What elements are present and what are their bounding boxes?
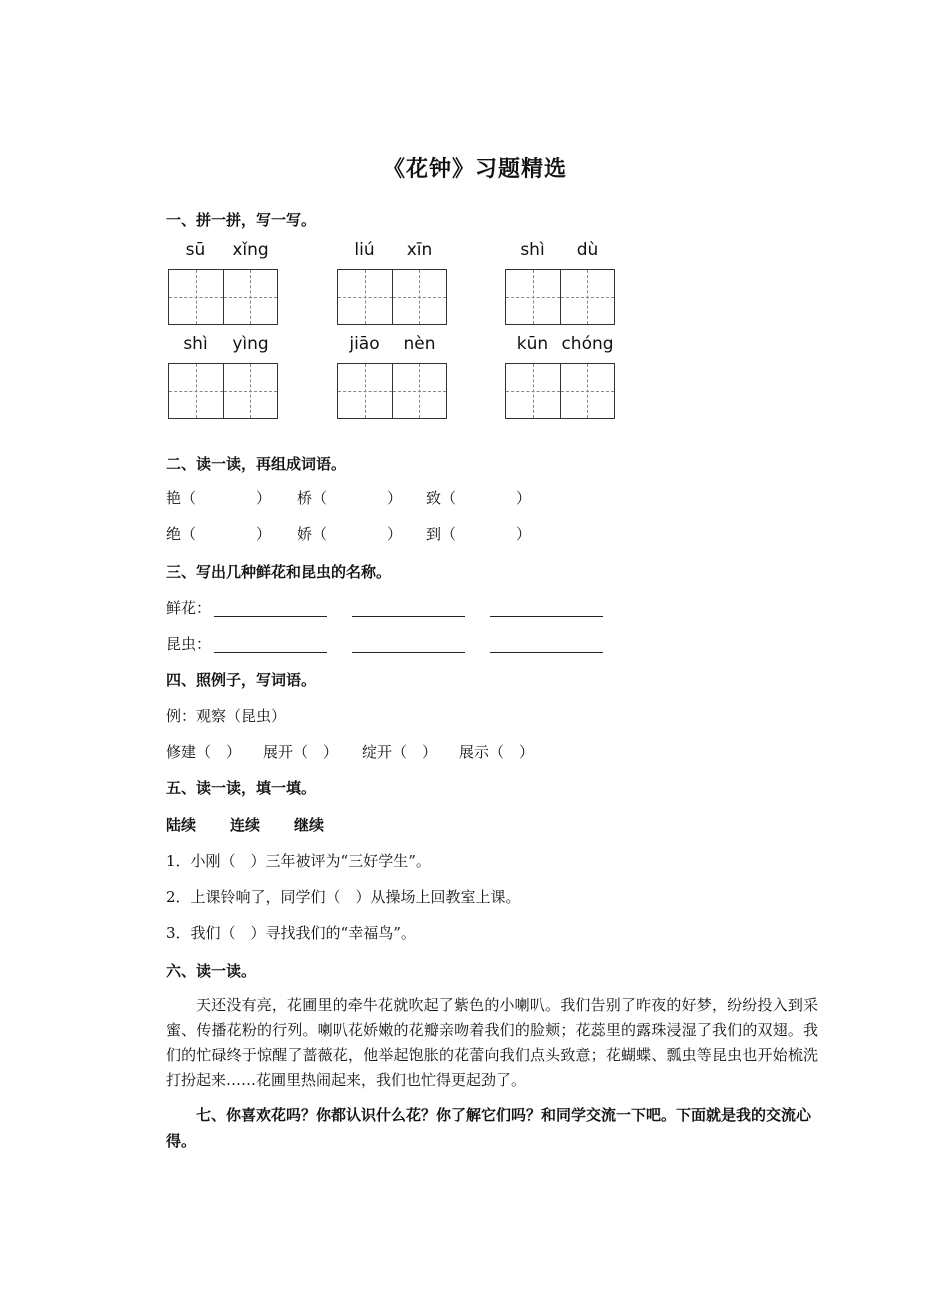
answer-blank[interactable] [214, 602, 327, 617]
flowers-blanks [214, 598, 603, 617]
pinyin-label: sū [185, 240, 206, 260]
pinyin-group-3 [505, 240, 615, 328]
question-1: 1．小刚（ ）三年被评为“三好学生”。 [166, 852, 431, 870]
pinyin-label: xǐng [232, 240, 269, 260]
pinyin-label: liú [354, 240, 375, 260]
answer-blank[interactable] [214, 638, 327, 653]
question-3: 3．我们（ ）寻找我们的“幸福鸟”。 [166, 924, 416, 942]
writing-grid[interactable] [337, 269, 447, 325]
question-2: 2．上课铃响了，同学们（ ）从操场上回教室上课。 [166, 888, 521, 906]
writing-grid[interactable] [168, 363, 278, 419]
reading-passage: 天还没有亮，花圃里的牵牛花就吹起了紫色的小喇叭。我们告别了昨夜的好梦，纷纷投入到采蜜、传播花粉的行列。喇叭花娇嫩的花瓣亲吻着我们的脸颊；花蕊里的露珠浸湿了我们的双翅。我们的忙碌终于惊醒了蔷薇花，他举起饱胀的花蕾向我们点头致意；花蝴蝶、瓢虫等昆虫也开始梳洗打扮起来……花圃里热闹起来，我们也忙得更起劲了。 [166, 996, 818, 1089]
section-5-heading: 五、读一读，填一填。 [166, 779, 317, 797]
writing-grid[interactable] [168, 269, 278, 325]
word-item: 绝（ ） [166, 525, 272, 543]
page-title: 《花钟》习题精选 [382, 156, 567, 182]
writing-grid[interactable] [337, 363, 447, 419]
section-6-heading: 六、读一读。 [166, 962, 257, 980]
insects-blanks [214, 634, 603, 653]
pinyin-label: chóng [561, 334, 614, 354]
answer-blank[interactable] [490, 602, 603, 617]
answer-blank[interactable] [352, 638, 465, 653]
word-item: 展开（ ） [263, 743, 339, 761]
section-3-heading: 三、写出几种鲜花和昆虫的名称。 [166, 563, 392, 581]
section-2-heading: 二、读一读，再组成词语。 [166, 455, 347, 473]
word-choice: 继续 [294, 816, 325, 834]
word-item: 致（ ） [426, 489, 532, 507]
word-item: 修建（ ） [166, 743, 242, 761]
word-item: 桥（ ） [297, 489, 403, 507]
word-choice: 连续 [230, 816, 261, 834]
word-item: 展示（ ） [459, 743, 535, 761]
pinyin-label: shì [520, 240, 545, 260]
writing-grid[interactable] [505, 363, 615, 419]
pinyin-label: dù [576, 240, 599, 260]
answer-blank[interactable] [490, 638, 603, 653]
pinyin-group-2 [337, 240, 447, 328]
word-item: 绽开（ ） [362, 743, 438, 761]
pinyin-label: jiāo [349, 334, 380, 354]
pinyin-label: shì [183, 334, 208, 354]
insects-label: 昆虫： [166, 635, 212, 653]
example-line: 例：观察（昆虫） [166, 707, 287, 725]
word-item: 到（ ） [426, 525, 532, 543]
pinyin-group-1 [168, 240, 278, 328]
section-4-heading: 四、照例子，写词语。 [166, 671, 317, 689]
pinyin-label: xīn [406, 240, 433, 260]
pinyin-group-6 [505, 334, 615, 422]
word-item: 娇（ ） [297, 525, 403, 543]
writing-grid[interactable] [505, 269, 615, 325]
word-item: 艳（ ） [166, 489, 272, 507]
flowers-label: 鲜花： [166, 599, 212, 617]
pinyin-label: yìng [232, 334, 269, 354]
pinyin-label: kūn [516, 334, 549, 354]
pinyin-group-4 [168, 334, 278, 422]
word-choice: 陆续 [166, 816, 197, 834]
pinyin-label: nèn [403, 334, 436, 354]
answer-blank[interactable] [352, 602, 465, 617]
section-7-heading: 七、你喜欢花吗？你都认识什么花？你了解它们吗？和同学交流一下吧。下面就是我的交流心得。 [166, 1106, 812, 1150]
pinyin-group-5 [337, 334, 447, 422]
section-1-heading: 一、拼一拼，写一写。 [166, 211, 317, 229]
